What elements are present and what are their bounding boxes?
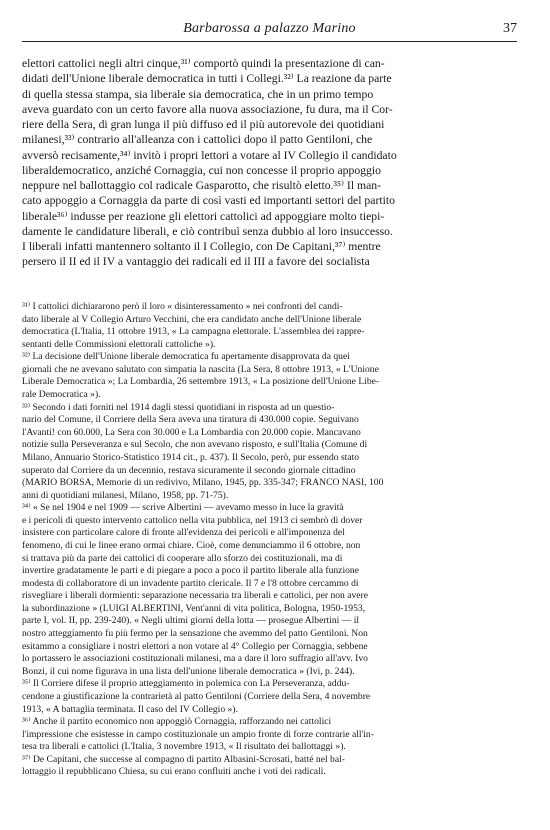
header-rule — [22, 41, 517, 42]
footnote-line: nostro atteggiamento fu più fermo per la sensazione che avemmo del patto Gentiloni. Non — [22, 628, 368, 640]
footnote-line: invertire gradatamente le parti e di piegare a poco a poco il partito liberale alla funzione — [22, 565, 359, 577]
body-line: damente le candidature liberali, e ciò contribuì senza dubbio al loro insuccesso. — [22, 224, 393, 238]
main-text — [22, 56, 517, 270]
footnote-line: insistere con particolare calore di fronte all'evidenza dei pericoli e all'imponenza del — [22, 527, 345, 539]
body-line: di quella stessa stampa, sia liberale sia democratica, che in un primo tempo — [22, 87, 374, 101]
footnote-line: 1913, « A battaglia terminata. Il caso del IV Collegio »). — [22, 703, 238, 715]
footnote-line: ³³⁾ Secondo i dati forniti nel 1914 dagli stessi quotidiani in risposta ad un questio- — [22, 401, 335, 413]
footnote-line: anni di quotidiani milanesi, Milano, 1958, pp. 71-75). — [22, 489, 229, 501]
body-line: riere della Sera, di gran lunga il più diffuso ed il più autorevole dei quotidiani — [22, 118, 385, 131]
footnote — [22, 716, 517, 754]
footnote — [22, 402, 517, 503]
body-line: didati dell'Unione liberale democratica in tutti i Collegi.³²⁾ La reazione da parte — [22, 72, 392, 86]
footnote-line: ³⁴⁾ « Se nel 1904 e nel 1909 — scrive Albertini — avevamo messo in luce la gravità — [22, 502, 344, 514]
footnote-line: l'impressione che esistesse in campo costituzionale un ampio fronte di forze contrarie all'in- — [22, 728, 374, 740]
footnote — [22, 678, 517, 716]
footnote-line: notizie sulla Perseveranza e sul Secolo, che non avevano risposto, e sull'Italia (Comune di — [22, 439, 368, 451]
footnote-line: ³²⁾ La decisione dell'Unione liberale democratica fu apertamente disapprovata da quei — [22, 351, 350, 363]
body-line: I liberali infatti mantennero soltanto il I Collegio, con De Capitani,³⁷⁾ mentre — [22, 240, 381, 253]
footnote-line: ³⁷⁾ De Capitani, che successe al compagno di partito Albasini-Scrosati, batté nel bal- — [22, 753, 345, 765]
footnote-line: cendone a giustificazione la contrarietà al patto Gentiloni (Corriere della Sera, 4 novembre — [22, 690, 371, 702]
footnote-line: lottaggio il repubblicano Chiesa, su cui erano confluiti anche i voti dei radicali. — [22, 766, 326, 778]
footnote-line: Liberale Democratica »; La Lombardia, 26 settembre 1913, « La posizione dell'Unione Libe- — [22, 376, 380, 388]
footnote-line: l'Avanti! con 60.000, La Sera con 30.000 e La Lombardia con 20.000 copie. Mancavano — [22, 426, 361, 438]
body-line: cato appoggio a Cornaggia da parte di così vasti ed importanti settori del partito — [22, 194, 395, 208]
footnote-line: parte I, vol. II, pp. 239-240). « Negli ultimi giorni della lotta — prosegue Albertini — il — [22, 615, 360, 627]
running-title: Barbarossa a palazzo Marino — [183, 21, 356, 36]
footnote-line: si trattava più da parte dei cattolici di cooperare allo sforzo dei costituzionali, ma di — [22, 552, 343, 564]
body-line: aveva guardato con un certo favore alla nuova associazione, fu dura, ma il Cor- — [22, 102, 393, 116]
body-line: elettori cattolici negli altri cinque,³¹⁾ comportò quindi la presentazione di can- — [22, 57, 385, 70]
footnote — [22, 754, 517, 779]
page-number: 37 — [503, 21, 517, 36]
footnote-line: superato dal Corriere da un decennio, restava sicuramente il secondo giornale cittadino — [22, 464, 356, 476]
footnote — [22, 301, 517, 351]
footnote-line: e i pericoli di questo intervento cattolico nella vita pubblica, nel 1913 ci sembrò di dover — [22, 514, 363, 526]
footnote — [22, 351, 517, 401]
footnote-line: democratica (L'Italia, 11 ottobre 1913, « La campagna elettorale. L'assemblea dei rappre- — [22, 326, 365, 338]
body-line: persero il II ed il IV a vantaggio dei radicali ed il III a favore dei socialista — [22, 255, 370, 269]
footnote-line: sentanti delle Commissioni elettorali cattoliche »). — [22, 338, 216, 350]
footnote-line: ³⁵⁾ Il Corriere difese il proprio atteggiamento in polemica con La Perseveranza, addu- — [22, 678, 350, 690]
footnote-line: nario del Comune, il Corriere della Sera aveva una tiratura di 430.000 copie. Seguivano — [22, 414, 359, 426]
footnote-line: (MARIO BORSA, Memorie di un redivivo, Milano, 1945, pp. 335-347; FRANCO NASI, 100 — [22, 477, 384, 489]
footnotes — [22, 301, 517, 779]
body-line: liberaldemocratico, anziché Cornaggia, cui non concesse il proprio appoggio — [22, 163, 381, 177]
footnote-line: modesta di collaboratore di un invadente partito clericale. Il 7 e l'8 ottobre cercammo di — [22, 577, 359, 589]
footnote-line: ³¹⁾ I cattolici dichiararono però il loro « disinteressamento » nei confronti del candi- — [22, 301, 343, 312]
footnote-line: giornali che ne avevano salutato con simpatia la nascita (La Sera, 8 ottobre 1913, « L'Unione — [22, 363, 379, 375]
footnote-line: lo portassero le associazioni costituzionali milanesi, ma a dare il loro suffragio all'avv. Ivo — [22, 653, 368, 665]
footnote-line: dato liberale al V Collegio Arturo Vecchini, che era candidato anche dell'Unione liberale — [22, 313, 362, 325]
footnote-line: ³⁶⁾ Anche il partito economico non appoggiò Cornaggia, rafforzando nei cattolici — [22, 716, 332, 728]
footnote-line: esitammo a consigliare i nostri elettori a non votare al 4° Collegio per Cornaggia, sebbene — [22, 640, 368, 652]
body-line: liberale³⁶⁾ indusse per reazione gli elettori cattolici ad appoggiare molto tiepi- — [22, 209, 385, 223]
footnote-line: risvegliare i liberali dormienti: separazione necessaria tra liberali e cattolici, per non avere — [22, 590, 369, 602]
body-line: neppure nel ballottaggio col radicale Gasparotto, che risultò eletto.³⁵⁾ Il man- — [22, 179, 382, 192]
footnote-line: fenomeno, di cui le linee erano ormai chiare. Cioè, come denunciammo il 6 ottobre, non — [22, 539, 361, 551]
footnote-line: tesa tra liberali e cattolici (L'Italia, 3 novembre 1913, « Il risultato dei ballottaggi »). — [22, 741, 346, 753]
footnote — [22, 502, 517, 678]
footnote-line: rale Democratica »). — [22, 389, 101, 401]
footnote-line: Milano, Annuario Storico-Statistico 1914 cit., p. 437). Il Secolo, però, pur essendo stato — [22, 451, 360, 463]
body-line: milanesi,³³⁾ contrario all'alleanza con i cattolici dopo il patto Gentiloni, che — [22, 133, 373, 147]
body-line: avversò recisamente,³⁴⁾ invitò i propri lettori a votare al IV Collegio il candidato — [22, 148, 397, 162]
page-header — [22, 20, 517, 38]
footnote-line: Bonzi, il cui nome figurava in una lista dell'unione liberale democratica » (Ivi, p. 244). — [22, 665, 355, 677]
footnote-line: la subordinazione » (LUIGI ALBERTINI, Vent'anni di vita politica, Bologna, 1950-1953, — [22, 602, 366, 614]
